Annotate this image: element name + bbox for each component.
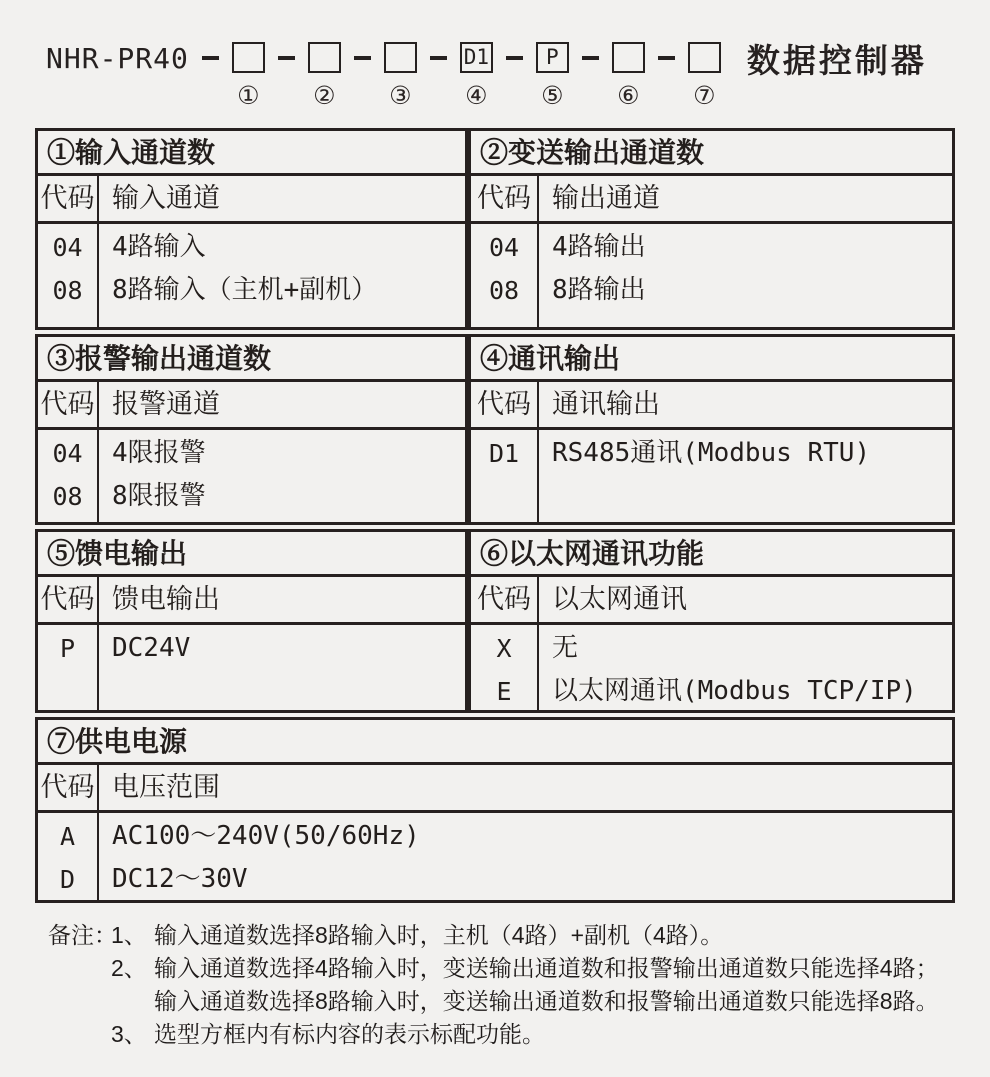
- value-column: [99, 625, 465, 710]
- code-column: [471, 625, 539, 710]
- option-section: [35, 334, 468, 525]
- section-header-row: [38, 765, 952, 813]
- model-prefix: NHR-PR40: [46, 41, 189, 75]
- product-name: 数据控制器: [746, 41, 927, 79]
- note-line: [48, 1018, 939, 1051]
- section-data: [38, 625, 465, 710]
- value-cell: DC12～30V: [112, 864, 248, 894]
- slot-number: ②: [313, 80, 336, 110]
- note-line: [48, 952, 939, 985]
- value-cell: 无: [552, 633, 579, 663]
- selection-table: [35, 128, 955, 903]
- value-header-cell: 电压范围: [112, 772, 220, 802]
- option-box: [536, 42, 569, 73]
- dash-separator: [278, 56, 295, 60]
- dash-separator: [202, 56, 219, 60]
- section-header-row: [471, 382, 952, 430]
- note-text: 选型方框内有标内容的表示标配功能。: [154, 1021, 545, 1047]
- code-header-cell: 代码: [471, 577, 539, 622]
- dash-separator: [354, 56, 371, 60]
- model-slot: [536, 42, 569, 110]
- value-cell: 4限报警: [112, 438, 206, 468]
- code-header-cell: 代码: [471, 176, 539, 221]
- value-header-cell: 馈电输出: [112, 584, 220, 614]
- slot-number: ④: [465, 80, 488, 110]
- section-data: [471, 625, 952, 710]
- notes-block: [48, 919, 939, 1051]
- code-column: [471, 430, 539, 522]
- code-header-cell: 代码: [471, 382, 539, 427]
- value-cell: AC100～240V(50/60Hz): [112, 821, 420, 851]
- option-section: [468, 529, 955, 713]
- value-cell: 4路输入: [112, 232, 206, 262]
- slot-number: ⑥: [617, 80, 640, 110]
- model-slot: [232, 42, 265, 110]
- note-number: [111, 985, 154, 1018]
- option-box-value: D1: [463, 45, 489, 69]
- section-title: ①输入通道数: [38, 131, 465, 176]
- code-cell: 08: [488, 276, 520, 305]
- section-header-row: [38, 382, 465, 430]
- section-header-row: [38, 176, 465, 224]
- value-header-cell: 输入通道: [112, 183, 220, 213]
- note-text: 输入通道数选择8路输入时，变送输出通道数和报警输出通道数只能选择8路。: [154, 988, 939, 1014]
- code-header-cell: 代码: [38, 176, 99, 221]
- section-data: [471, 224, 952, 327]
- option-box: [232, 42, 265, 73]
- code-column: [38, 430, 99, 522]
- section-header-row: [38, 577, 465, 625]
- section-title: ⑦供电电源: [38, 720, 952, 765]
- section-header-row: [471, 577, 952, 625]
- section-data: [471, 430, 952, 522]
- value-column: [539, 430, 952, 522]
- code-column: [38, 224, 99, 327]
- option-box: [460, 42, 493, 73]
- model-code-line: [46, 40, 927, 110]
- slot-number: ③: [389, 80, 412, 110]
- code-cell: D1: [488, 439, 520, 468]
- code-cell: A: [59, 822, 76, 851]
- code-column: [38, 813, 99, 900]
- model-slot: [308, 42, 341, 110]
- code-header-cell: 代码: [38, 765, 99, 810]
- value-column: [99, 224, 465, 327]
- dash-separator: [658, 56, 675, 60]
- value-cell: 8限报警: [112, 481, 206, 511]
- dash-separator: [430, 56, 447, 60]
- option-box-value: P: [546, 45, 559, 69]
- section-data: [38, 813, 952, 900]
- value-header-cell: 输出通道: [552, 183, 660, 213]
- option-section: [468, 334, 955, 525]
- section-data: [38, 224, 465, 327]
- dash-separator: [582, 56, 599, 60]
- section-title: ③报警输出通道数: [38, 337, 465, 382]
- note-number: 3、: [111, 1021, 147, 1047]
- note-label: [48, 1018, 111, 1051]
- option-box: [688, 42, 721, 73]
- option-box: [612, 42, 645, 73]
- note-number: 2、: [111, 955, 147, 981]
- code-header-cell: 代码: [38, 577, 99, 622]
- section-title: ⑤馈电输出: [38, 532, 465, 577]
- note-label: 备注：: [48, 922, 117, 948]
- slot-number: ①: [237, 80, 260, 110]
- option-box: [308, 42, 341, 73]
- model-slot: [612, 42, 645, 110]
- slot-number: ⑦: [693, 80, 716, 110]
- code-cell: 08: [52, 482, 83, 511]
- note-label: [48, 985, 111, 1018]
- section-title: ④通讯输出: [471, 337, 952, 382]
- code-column: [471, 224, 539, 327]
- note-text: 输入通道数选择8路输入时，主机（4路）+副机（4路）。: [154, 922, 724, 948]
- value-column: [99, 430, 465, 522]
- option-section: [35, 529, 468, 713]
- code-cell: 04: [488, 233, 520, 262]
- model-slot: [384, 42, 417, 110]
- section-header-row: [471, 176, 952, 224]
- value-cell: 4路输出: [552, 232, 646, 262]
- slot-number: ⑤: [541, 80, 564, 110]
- value-header-cell: 通讯输出: [552, 389, 660, 419]
- value-column: [539, 625, 952, 710]
- note-text: 输入通道数选择4路输入时，变送输出通道数和报警输出通道数只能选择4路；: [154, 955, 939, 981]
- section-data: [38, 430, 465, 522]
- value-cell: 以太网通讯(Modbus TCP/IP): [552, 676, 917, 706]
- code-column: [38, 625, 99, 710]
- option-box: [384, 42, 417, 73]
- value-header-cell: 报警通道: [112, 389, 220, 419]
- model-slot: [688, 42, 721, 110]
- note-number: 1、: [111, 922, 147, 948]
- value-column: [539, 224, 952, 327]
- code-cell: P: [59, 634, 76, 663]
- option-section: [35, 128, 468, 330]
- note-line: [48, 919, 939, 952]
- section-title: ⑥以太网通讯功能: [471, 532, 952, 577]
- model-slot: [460, 42, 493, 110]
- value-cell: DC24V: [112, 633, 191, 663]
- value-cell: 8路输出: [552, 275, 646, 305]
- value-header-cell: 以太网通讯: [552, 584, 687, 614]
- code-cell: X: [496, 634, 512, 663]
- code-cell: 04: [52, 439, 83, 468]
- value-cell: RS485通讯(Modbus RTU): [552, 438, 871, 468]
- code-cell: D: [59, 865, 76, 894]
- code-cell: 08: [52, 276, 83, 305]
- code-cell: E: [496, 677, 512, 706]
- code-header-cell: 代码: [38, 382, 99, 427]
- note-line: [48, 985, 939, 1018]
- option-section: [35, 717, 955, 903]
- value-cell: 8路输入（主机+副机）: [112, 275, 378, 305]
- note-label: [48, 952, 111, 985]
- section-title: ②变送输出通道数: [471, 131, 952, 176]
- code-cell: 04: [52, 233, 83, 262]
- dash-separator: [506, 56, 523, 60]
- value-column: [99, 813, 952, 900]
- option-section: [468, 128, 955, 330]
